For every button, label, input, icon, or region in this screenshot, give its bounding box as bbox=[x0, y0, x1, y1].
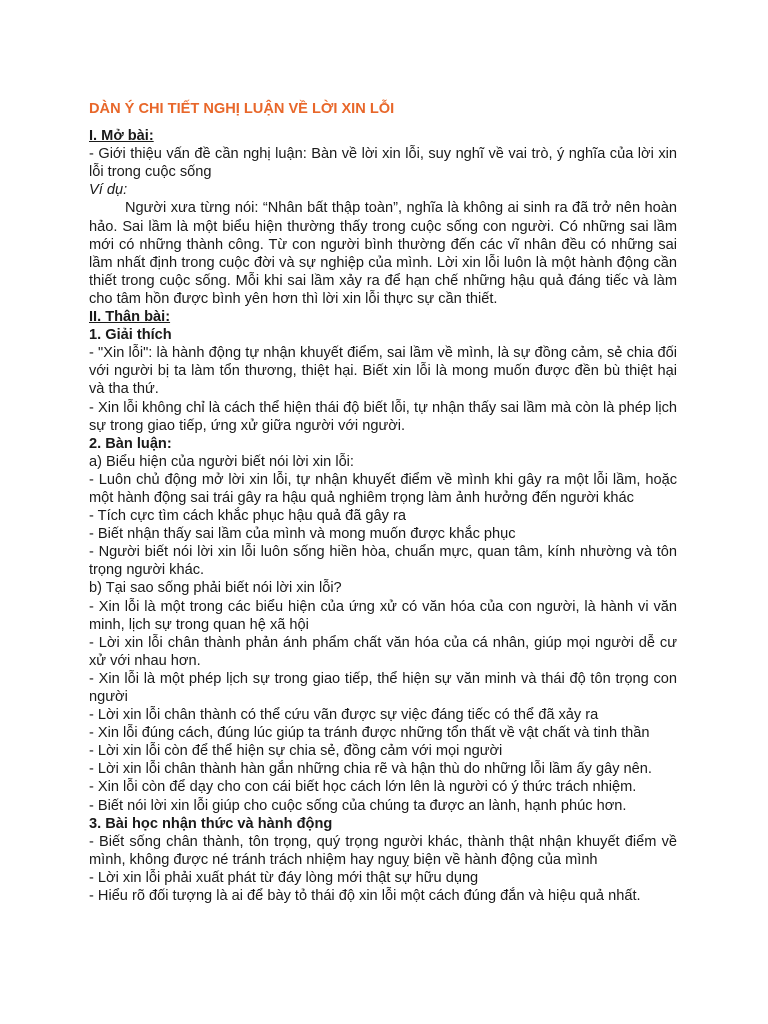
list-item: - Hiểu rõ đối tượng là ai để bày tỏ thái độ xin lỗi một cách đúng đắn và hiệu quả nhất. bbox=[89, 888, 641, 905]
subheading-giai-thich: 1. Giải thích bbox=[89, 327, 172, 344]
list-item: - Biết nói lời xin lỗi giúp cho cuộc sống của chúng ta được an lành, hạnh phúc hơn. bbox=[89, 797, 627, 814]
list-item: - Lời xin lỗi chân thành phản ánh phẩm chất văn hóa của cá nhân, giúp mọi người dễ cư xử với nhau hơn. bbox=[89, 634, 677, 669]
list-item: - "Xin lỗi": là hành động tự nhận khuyết điểm, sai lầm về mình, là sự đồng cảm, sẻ chia đối với người bị ta làm tổn thương, thiệt hại. Biết xin lỗi là mong muốn được đền bù thiệt hại và tha thứ. bbox=[89, 345, 677, 398]
subheading-ban-luan: 2. Bàn luận: bbox=[89, 435, 172, 452]
list-item: - Biết nhận thấy sai lầm của mình và mong muốn được khắc phục bbox=[89, 526, 516, 543]
list-item: - Xin lỗi là một trong các biểu hiện của ứng xử có văn hóa của con người, là hành vi văn minh, lịch sự trong quan hệ xã hội bbox=[89, 598, 677, 633]
subheading-bai-hoc: 3. Bài học nhận thức và hành động bbox=[89, 815, 333, 832]
intro-paragraph: - Giới thiệu vấn đề cần nghị luận: Bàn về lời xin lỗi, suy nghĩ về vai trò, ý nghĩa của lời xin lỗi trong cuộc sống bbox=[89, 146, 677, 181]
list-item: - Lời xin lỗi còn để thể hiện sự chia sẻ, đồng cảm với mọi người bbox=[89, 743, 503, 760]
list-item: - Lời xin lỗi chân thành hàn gắn những chia rẽ và hận thù do những lỗi lầm ấy gây nên. bbox=[89, 761, 652, 778]
list-item: - Luôn chủ động mở lời xin lỗi, tự nhận khuyết điểm về mình khi gây ra một lỗi lầm, hoặc một hành động sai trái gây ra hậu quả nghiêm trọng làm ảnh hưởng đến người khác bbox=[89, 471, 677, 506]
document-page bbox=[89, 100, 677, 905]
section-heading-than-bai: II. Thân bài: bbox=[89, 309, 171, 326]
document-title: DÀN Ý CHI TIẾT NGHỊ LUẬN VỀ LỜI XIN LỖI bbox=[89, 101, 395, 117]
example-paragraph: Người xưa từng nói: “Nhân bất thập toàn”, nghĩa là không ai sinh ra đã trở nên hoàn hảo. Sai lầm là một biểu hiện thường thấy trong cuộc sống con người. Có những sai lầm mới có những thành công. Từ con người bình thường đến các vĩ nhân đều có những sai lầm nhất định trong cuộc đời và sự nghiệp của mình. Lời xin lỗi luôn là một hành động cần thiết trong cuộc sống. Mỗi khi sai lầm xảy ra để hạn chế những hậu quả đáng tiếc và làm cho tâm hồn được bình yên hơn thì lời xin lỗi thực sự cần thiết. bbox=[89, 200, 677, 307]
list-item: - Người biết nói lời xin lỗi luôn sống hiền hòa, chuẩn mực, quan tâm, kính nhường và tôn trọng người khác. bbox=[89, 544, 677, 579]
list-item: - Lời xin lỗi phải xuất phát từ đáy lòng mới thật sự hữu dụng bbox=[89, 869, 479, 886]
list-item: - Xin lỗi không chỉ là cách thể hiện thái độ biết lỗi, tự nhận thấy sai lầm mà còn là phép lịch sự trong giao tiếp, ứng xử giữa người với người. bbox=[89, 399, 677, 434]
subsection-b-heading: b) Tại sao sống phải biết nói lời xin lỗi? bbox=[89, 580, 342, 597]
list-item: - Xin lỗi là một phép lịch sự trong giao tiếp, thể hiện sự văn minh và thái độ tôn trọng con người bbox=[89, 670, 677, 705]
section-heading-mo-bai: I. Mở bài: bbox=[89, 128, 154, 145]
list-item: - Lời xin lỗi chân thành có thể cứu vãn được sự việc đáng tiếc có thể đã xảy ra bbox=[89, 707, 599, 724]
list-item: - Xin lỗi còn để dạy cho con cái biết học cách lớn lên là người có ý thức trách nhiệm. bbox=[89, 779, 637, 796]
list-item: - Biết sống chân thành, tôn trọng, quý trọng người khác, thành thật nhận khuyết điểm về mình, không được né tránh trách nhiệm hay nguỵ biện về hành động của mình bbox=[89, 833, 677, 868]
example-label: Ví dụ: bbox=[89, 182, 128, 199]
subsection-a-heading: a) Biểu hiện của người biết nói lời xin lỗi: bbox=[89, 453, 354, 470]
list-item: - Xin lỗi đúng cách, đúng lúc giúp ta tránh được những tổn thất về vật chất và tinh thần bbox=[89, 725, 650, 742]
list-item: - Tích cực tìm cách khắc phục hậu quả đã gây ra bbox=[89, 508, 406, 525]
